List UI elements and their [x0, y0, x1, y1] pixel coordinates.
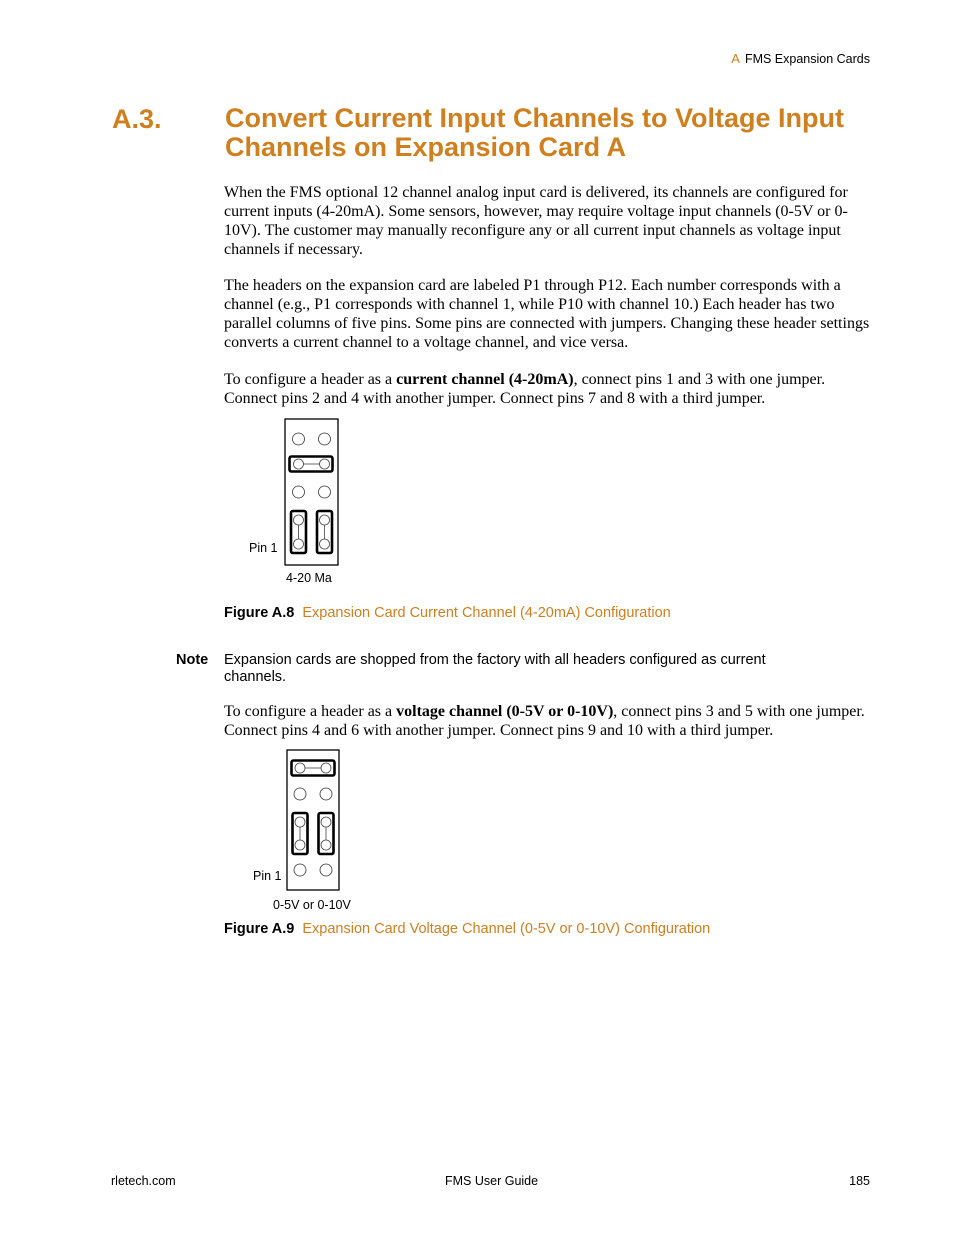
chapter-title: FMS Expansion Cards	[744, 52, 870, 66]
paragraph-headers: The headers on the expansion card are labeled P1 through P12. Each number corresponds with a channel (e.g., P1 corresponds with channel 1, while P10 with channel 10.) Each header has two parallel columns of five pins. Some pins are connected with jumpers. Changing these header settings converts a current channel to a voltage channel, and vice versa.	[224, 277, 870, 351]
footer-website: rletech.com	[111, 1174, 176, 1188]
diagram-bottom-label: 4-20 Ma	[286, 571, 332, 585]
figure-caption	[224, 921, 710, 937]
footer-page-number: 185	[849, 1174, 870, 1188]
pin-1-label: Pin 1	[249, 541, 278, 555]
chapter-letter: A	[731, 51, 740, 66]
current-channel-term: current channel (4-20mA)	[396, 371, 574, 388]
diagram-bottom-label: 0-5V or 0-10V	[273, 898, 351, 912]
figure-title: Expansion Card Current Channel (4-20mA) Configuration	[302, 605, 671, 621]
running-header	[731, 51, 870, 66]
header-diagram-voltage	[286, 749, 342, 893]
voltage-channel-term: voltage channel (0-5V or 0-10V)	[396, 703, 614, 720]
section-number: A.3.	[112, 104, 162, 134]
footer-guide-title: FMS User Guide	[445, 1174, 539, 1188]
text-run: To configure a header as a	[224, 371, 397, 388]
figure-number: Figure A.9	[224, 921, 295, 937]
paragraph-current-config	[224, 370, 874, 408]
note-text: Expansion cards are shopped from the factory with all headers configured as current channels.	[224, 652, 766, 685]
header-diagram-current	[284, 418, 340, 568]
section-title: Convert Current Input Channels to Voltage Input Channels on Expansion Card A	[225, 103, 844, 162]
paragraph-voltage-config	[224, 702, 874, 740]
paragraph-intro: When the FMS optional 12 channel analog input card is delivered, its channels are configured for current inputs (4-20mA). Some sensors, however, may require voltage input channels (0-5V or 0-10V). The customer may manually reconfigure any or all current input channels as voltage input channels if necessary.	[224, 184, 848, 258]
text-run: To configure a header as a	[224, 703, 397, 720]
figure-number: Figure A.8	[224, 605, 295, 621]
text-run: , connect pins 1 and 3 with one jumper. Connect pins 2 and 4 with another jumper. Connect pins 7 and 8 with a third jumper.	[224, 371, 826, 407]
note-label: Note	[176, 652, 209, 668]
figure-caption	[224, 605, 671, 621]
figure-title: Expansion Card Voltage Channel (0-5V or 0-10V) Configuration	[302, 921, 711, 937]
header-outline	[287, 750, 339, 890]
text-run: , connect pins 3 and 5 with one jumper. Connect pins 4 and 6 with another jumper. Connect pins 9 and 10 with a third jumper.	[224, 703, 865, 739]
pin-1-label: Pin 1	[253, 869, 282, 883]
